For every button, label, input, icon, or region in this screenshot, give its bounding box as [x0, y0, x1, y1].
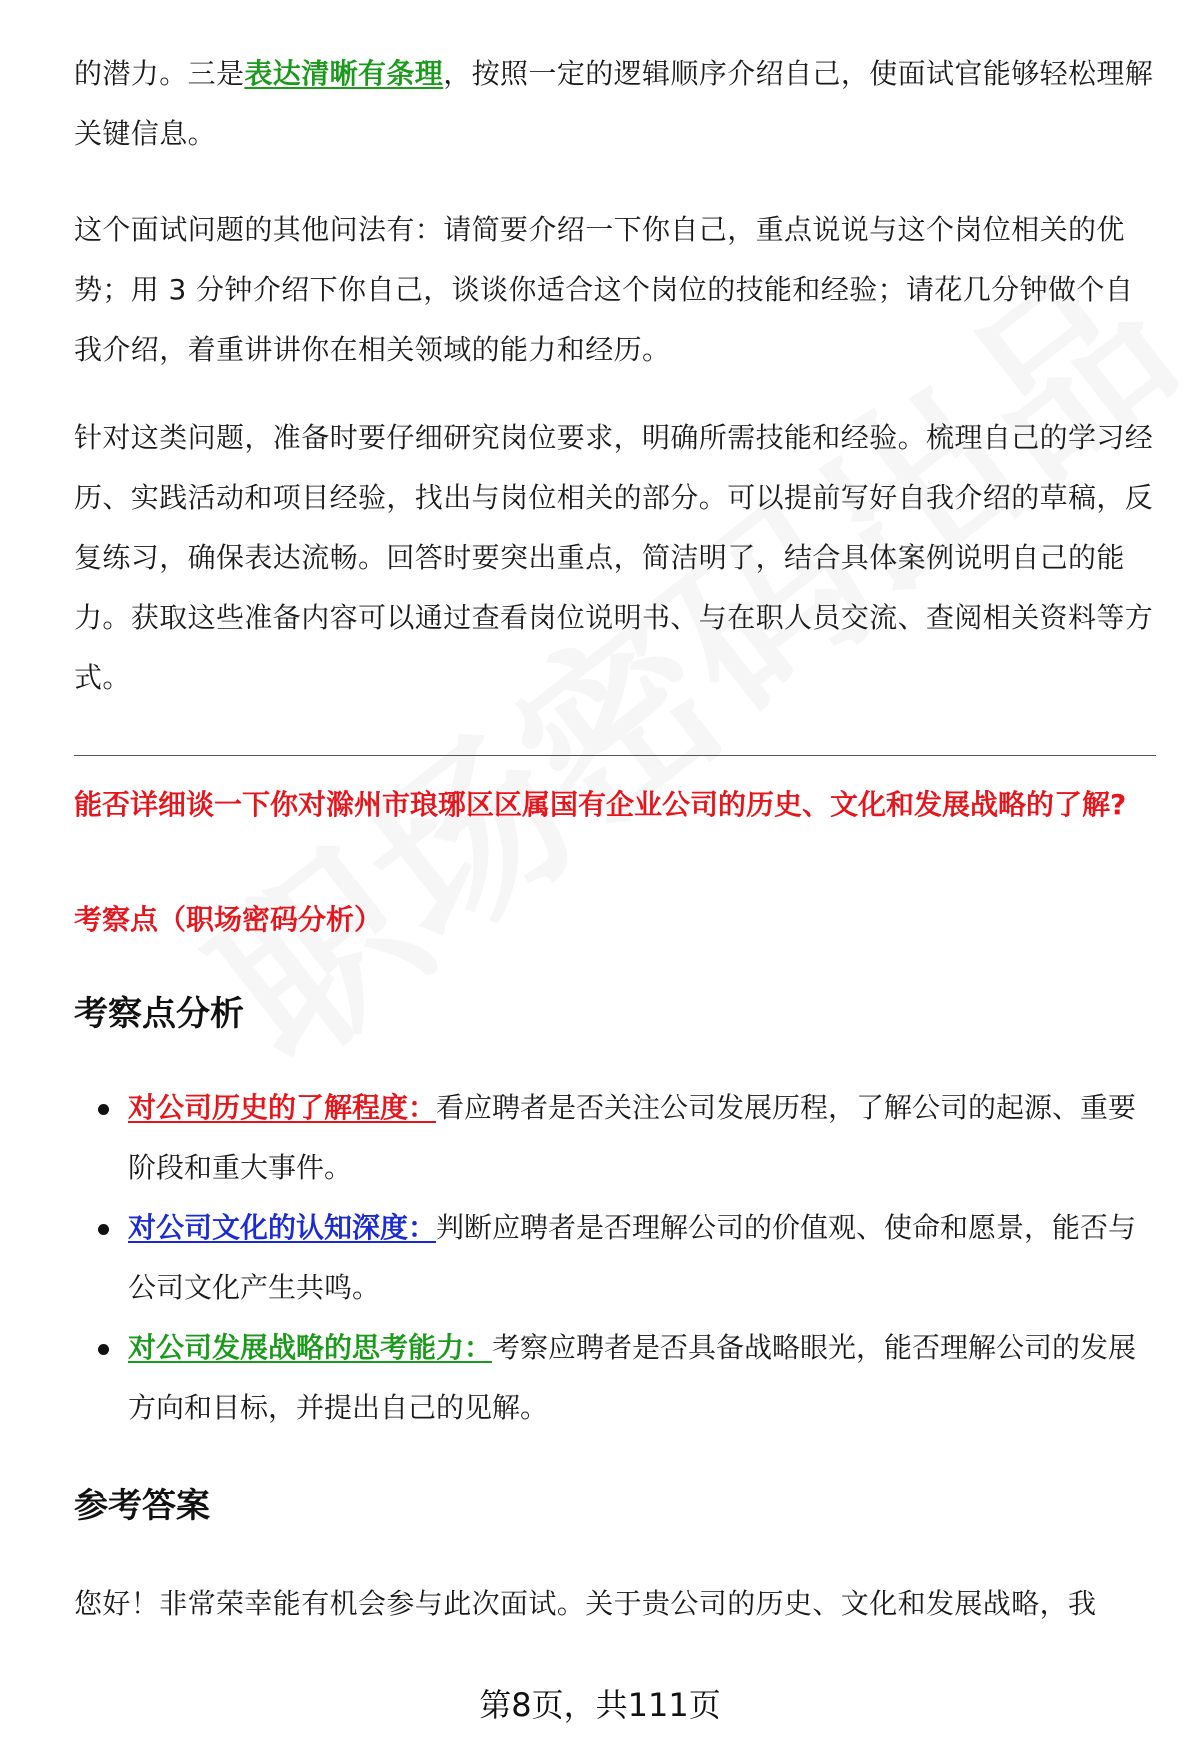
section-divider	[74, 755, 1156, 756]
analysis-bullet-list	[74, 1078, 1156, 1438]
bullet-label-strategy: 对公司发展战略的思考能力：	[128, 1331, 493, 1364]
bullet-text-history: 看应聘者是否关注公司发展历程，了解公司的起源、重要阶段和重大事件。	[128, 1091, 1137, 1184]
bullet-label-culture: 对公司文化的认知深度：	[128, 1211, 437, 1244]
page-footer: 第8页，共111页	[479, 1686, 721, 1724]
question-title: 能否详细谈一下你对滁州市琅琊区区属国有企业公司的历史、文化和发展战略的了解?	[74, 788, 1127, 821]
bullet-dot-icon	[98, 1104, 109, 1115]
kaochadian-label: 考察点（职场密码分析）	[74, 903, 383, 936]
bullet-item-strategy	[74, 1318, 1156, 1438]
intro-p1-highlight: 表达清晰有条理	[244, 57, 444, 90]
answer-heading: 参考答案	[74, 1486, 210, 1526]
answer-paragraph-1: 您好！非常荣幸能有机会参与此次面试。关于贵公司的历史、文化和发展战略，我	[74, 1587, 1097, 1620]
bullet-text-strategy: 考察应聘者是否具备战略眼光，能否理解公司的发展方向和目标，并提出自己的见解。	[128, 1331, 1137, 1424]
intro-paragraph-1	[74, 44, 1156, 164]
bullet-label-history: 对公司历史的了解程度：	[128, 1091, 437, 1124]
bullet-text-culture: 判断应聘者是否理解公司的价值观、使命和愿景，能否与公司文化产生共鸣。	[128, 1211, 1137, 1304]
intro-p1-after: ，按照一定的逻辑顺序介绍自己，使面试官能够轻松理解关键信息。	[74, 57, 1154, 150]
analysis-heading: 考察点分析	[74, 994, 244, 1034]
intro-paragraph-3: 针对这类问题，准备时要仔细研究岗位要求，明确所需技能和经验。梳理自己的学习经历、实践活动和项目经验，找出与岗位相关的部分。可以提前写好自我介绍的草稿，反复练习，确保表达流畅。回答时要突出重点，简洁明了，结合具体案例说明自己的能力。获取这些准备内容可以通过查看岗位说明书、与在职人员交流、查阅相关资料等方式。	[74, 421, 1154, 694]
bullet-item-culture	[74, 1198, 1156, 1318]
intro-paragraph-2: 这个面试问题的其他问法有：请简要介绍一下你自己，重点说说与这个岗位相关的优势；用 3 分钟介绍下你自己，谈谈你适合这个岗位的技能和经验；请花几分钟做个自我介绍，着重讲讲你在相关领域的能力和经历。	[74, 213, 1134, 366]
bullet-dot-icon	[98, 1344, 109, 1355]
intro-p1-before: 的潜力。三是	[74, 57, 245, 90]
bullet-item-history	[74, 1078, 1156, 1198]
bullet-dot-icon	[98, 1224, 109, 1235]
